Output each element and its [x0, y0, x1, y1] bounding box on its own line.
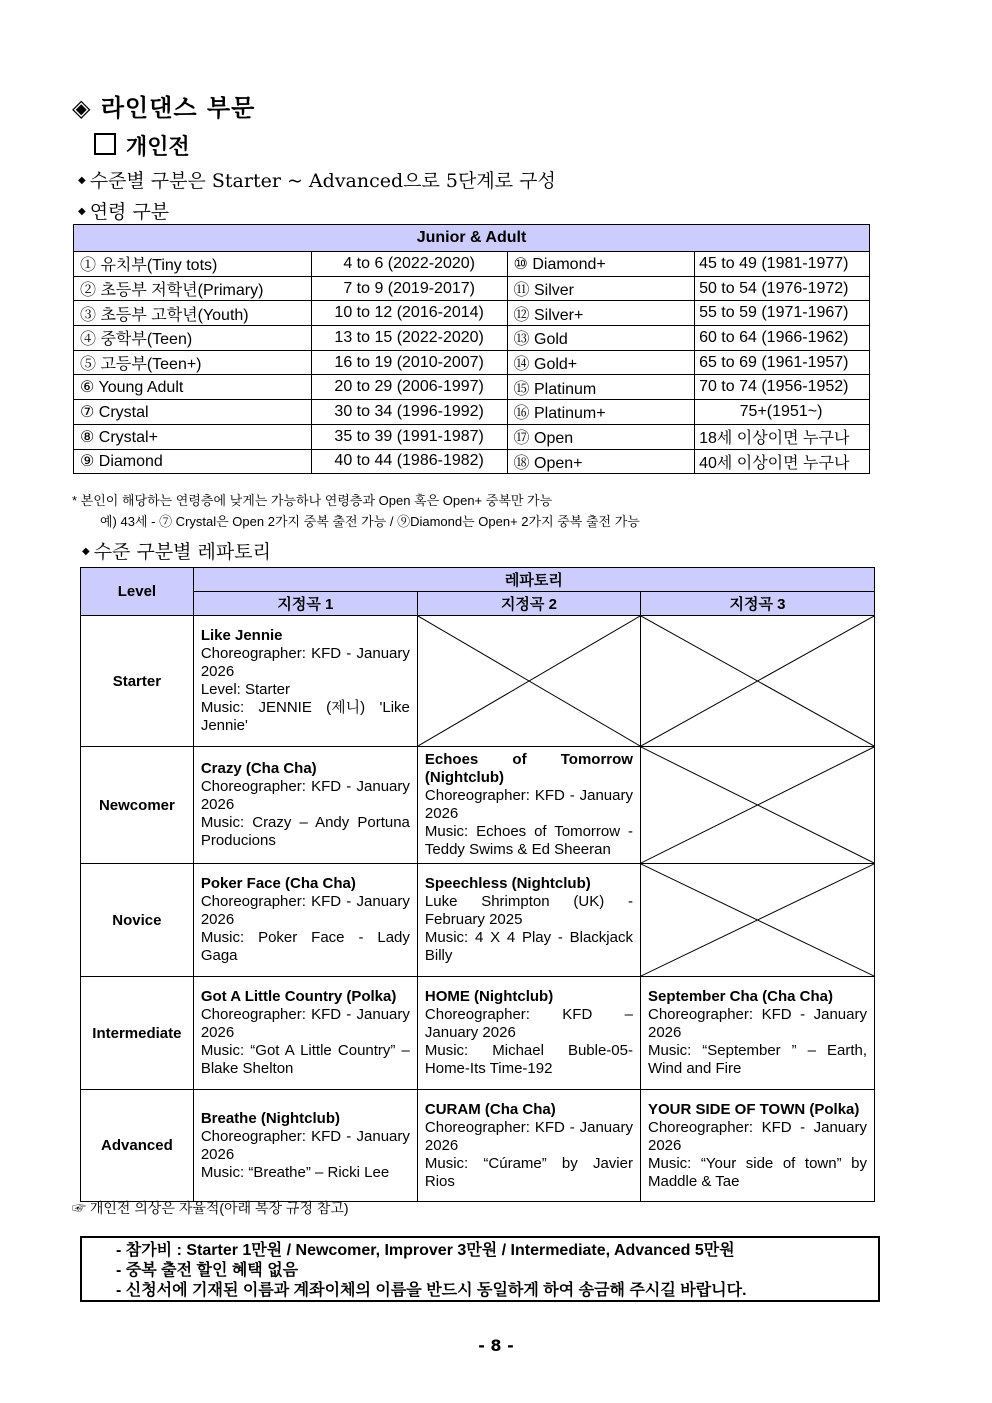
song-cell — [640, 977, 874, 1090]
age-cell: 70 to 74 (1956-1952) — [695, 375, 870, 400]
age-cell: 10 to 12 (2016-2014) — [311, 301, 507, 326]
age-cell: 40 to 44 (1986-1982) — [311, 449, 507, 474]
page-number: - 8 - — [478, 1336, 514, 1355]
empty-song-cell — [640, 616, 874, 747]
level-header: Level — [81, 568, 194, 616]
cross-out-icon — [418, 616, 640, 746]
bullet-repertory — [82, 537, 271, 564]
age-cell: 65 to 69 (1961-1957) — [695, 350, 870, 375]
age-cell: ⑮ Platinum — [507, 375, 695, 400]
age-cell: 4 to 6 (2022-2020) — [311, 252, 507, 277]
age-cell: 18세 이상이면 누구나 — [695, 424, 870, 449]
age-cell: ① 유치부(Tiny tots) — [74, 252, 312, 277]
bullet-levels-text: 수준별 구분은 Starter ~ Advanced으로 5단계로 구성 — [89, 170, 556, 192]
age-cell: 16 to 19 (2010-2007) — [311, 350, 507, 375]
subsection-title-text: 개인전 — [126, 135, 190, 160]
song-detail: Choreographer: KFD - January 2026 — [200, 1127, 410, 1163]
age-cell: ⑬ Gold — [507, 326, 695, 351]
age-row — [74, 350, 870, 375]
repertory-row — [81, 864, 875, 977]
bullet-levels — [78, 166, 556, 193]
age-cell: ⑫ Silver+ — [507, 301, 695, 326]
empty-song-cell — [417, 616, 640, 747]
age-cell: ⑧ Crystal+ — [74, 424, 312, 449]
section-title: ◈ 라인댄스 부문 — [72, 94, 256, 122]
bullet-age-text: 연령 구분 — [89, 201, 170, 223]
repertory-row — [81, 1090, 875, 1202]
note-line-2: 예) 43세 - ⑦ Crystal은 Open 2가지 중복 출전 가능 / ⑨Diamond는 Open+ 2가지 중복 출전 가능 — [100, 514, 640, 529]
age-row — [74, 276, 870, 301]
fee-line-1: - 참가비 : Starter 1만원 / Newcomer, Improver 3만원 / Intermediate, Advanced 5만원 — [116, 1242, 735, 1259]
age-row — [74, 326, 870, 351]
age-cell: 55 to 59 (1971-1967) — [695, 301, 870, 326]
song-title: Crazy (Cha Cha) — [200, 760, 317, 777]
age-cell: ② 초등부 저학년(Primary) — [74, 276, 312, 301]
level-cell: Novice — [81, 864, 194, 977]
song-header-3: 지정곡 3 — [640, 592, 874, 616]
fee-box — [80, 1236, 880, 1302]
song-header-1: 지정곡 1 — [193, 592, 417, 616]
song-cell — [640, 1090, 874, 1202]
level-cell: Newcomer — [81, 747, 194, 864]
age-cell: ⑭ Gold+ — [507, 350, 695, 375]
song-detail: Choreographer: KFD - January 2026 — [424, 1118, 633, 1154]
song-title: YOUR SIDE OF TOWN (Polka) — [647, 1100, 860, 1118]
age-cell: ⑯ Platinum+ — [507, 400, 695, 425]
song-detail: Level: Starter — [200, 681, 291, 698]
song-cell — [417, 977, 640, 1090]
song-title: Speechless (Nightclub) — [424, 875, 591, 892]
age-cell: ⑥ Young Adult — [74, 375, 312, 400]
bullet-icon: ◆ — [78, 206, 86, 217]
song-detail: Choreographer: KFD - January 2026 — [200, 645, 410, 680]
age-row — [74, 252, 870, 277]
age-cell: ⑨ Diamond — [74, 449, 312, 474]
song-detail: Music: “Breathe” – Ricki Lee — [200, 1163, 390, 1181]
repertory-table — [80, 567, 875, 1202]
age-cell: 50 to 54 (1976-1972) — [695, 276, 870, 301]
age-row — [74, 449, 870, 474]
song-detail: Choreographer: KFD - January 2026 — [647, 1118, 867, 1154]
age-cell: 35 to 39 (1991-1987) — [311, 424, 507, 449]
age-cell: ⑩ Diamond+ — [507, 252, 695, 277]
fee-line-3: - 신청서에 기재된 이름과 계좌이체의 이름을 반드시 동일하게 하여 송금해 주시길 바랍니다. — [116, 1282, 747, 1299]
song-detail: Music: JENNIE (제니) 'Like Jennie' — [200, 699, 410, 734]
song-cell — [193, 977, 417, 1090]
song-detail: Choreographer: KFD - January 2026 — [200, 1006, 410, 1041]
age-cell: 13 to 15 (2022-2020) — [311, 326, 507, 351]
level-cell: Intermediate — [81, 977, 194, 1090]
song-header-2: 지정곡 2 — [417, 592, 640, 616]
song-detail: Choreographer: KFD - January 2026 — [200, 893, 410, 928]
age-cell: 7 to 9 (2019-2017) — [311, 276, 507, 301]
song-cell — [417, 747, 640, 864]
song-cell — [417, 864, 640, 977]
song-detail: Music: “Got A Little Country” – Blake Shelton — [200, 1042, 410, 1077]
song-detail: Choreographer: KFD - January 2026 — [424, 787, 633, 822]
song-detail: Music: Crazy – Andy Portuna Producions — [200, 814, 410, 849]
cross-out-icon — [641, 616, 874, 746]
age-table-header: Junior & Adult — [74, 225, 870, 252]
song-title: Like Jennie — [200, 627, 283, 644]
age-cell: ⑤ 고등부(Teen+) — [74, 350, 312, 375]
subsection-title — [94, 130, 190, 161]
cross-out-icon — [641, 747, 874, 863]
age-cell: ⑱ Open+ — [507, 449, 695, 474]
cross-out-icon — [641, 864, 874, 976]
repertory-row — [81, 616, 875, 747]
song-detail: Music: “Your side of town” by Maddle & Tae — [647, 1154, 867, 1190]
age-cell: 45 to 49 (1981-1977) — [695, 252, 870, 277]
age-cell: 40세 이상이면 누구나 — [695, 449, 870, 474]
song-detail: Choreographer: KFD - January 2026 — [647, 1006, 867, 1041]
song-detail: Music: “September ” – Earth, Wind and Fire — [647, 1042, 867, 1077]
age-cell: ⑰ Open — [507, 424, 695, 449]
bullet-icon: ◆ — [82, 546, 90, 557]
age-row — [74, 375, 870, 400]
empty-song-cell — [640, 747, 874, 864]
note-line-1: * 본인이 해당하는 연령층에 낮게는 가능하나 연령층과 Open 혹은 Open+ 중복만 가능 — [72, 493, 553, 508]
age-cell: ④ 중학부(Teen) — [74, 326, 312, 351]
bullet-icon: ◆ — [78, 175, 86, 186]
song-cell — [193, 1090, 417, 1202]
song-title: Echoes of Tomorrow (Nightclub) — [424, 751, 633, 786]
age-cell: ⑪ Silver — [507, 276, 695, 301]
costume-note: ☞ 개인전 의상은 자율적(아래 복장 규정 참고) — [72, 1200, 349, 1216]
age-row — [74, 400, 870, 425]
bullet-repertory-text: 수준 구분별 레파토리 — [93, 541, 271, 563]
song-detail: Music: “Cúrame” by Javier Rios — [424, 1154, 633, 1190]
age-cell: ③ 초등부 고학년(Youth) — [74, 301, 312, 326]
checkbox-square-icon — [94, 133, 116, 155]
repertory-header: 레파토리 — [193, 568, 874, 592]
age-cell: 60 to 64 (1966-1962) — [695, 326, 870, 351]
age-cell: ⑦ Crystal — [74, 400, 312, 425]
song-title: September Cha (Cha Cha) — [647, 988, 834, 1005]
age-cell: 30 to 34 (1996-1992) — [311, 400, 507, 425]
song-detail: Music: Echoes of Tomorrow - Teddy Swims & Ed Sheeran — [424, 823, 633, 858]
song-title: HOME (Nightclub) — [424, 988, 554, 1005]
song-cell — [193, 747, 417, 864]
level-cell: Starter — [81, 616, 194, 747]
song-title: Got A Little Country (Polka) — [200, 988, 397, 1005]
repertory-row — [81, 747, 875, 864]
bullet-age — [78, 197, 169, 224]
age-row — [74, 301, 870, 326]
song-detail: Music: 4 X 4 Play - Blackjack Billy — [424, 929, 633, 964]
song-title: Poker Face (Cha Cha) — [200, 875, 356, 892]
song-title: Breathe (Nightclub) — [200, 1109, 340, 1127]
song-detail: Music: Michael Buble-05-Home-Its Time-192 — [424, 1042, 633, 1077]
fee-line-2: - 중복 출전 할인 혜택 없음 — [116, 1262, 299, 1279]
song-detail: Choreographer: KFD – January 2026 — [424, 1006, 633, 1041]
age-row — [74, 424, 870, 449]
song-cell — [193, 864, 417, 977]
level-cell: Advanced — [81, 1090, 194, 1202]
song-cell — [193, 616, 417, 747]
song-cell — [417, 1090, 640, 1202]
empty-song-cell — [640, 864, 874, 977]
repertory-row — [81, 977, 875, 1090]
song-title: CURAM (Cha Cha) — [424, 1100, 556, 1118]
song-detail: Luke Shrimpton (UK) - February 2025 — [424, 893, 633, 928]
song-detail: Music: Poker Face - Lady Gaga — [200, 929, 410, 964]
age-table — [73, 224, 870, 474]
age-cell: 20 to 29 (2006-1997) — [311, 375, 507, 400]
age-cell: 75+(1951~) — [695, 400, 870, 425]
song-detail: Choreographer: KFD - January 2026 — [200, 778, 410, 813]
